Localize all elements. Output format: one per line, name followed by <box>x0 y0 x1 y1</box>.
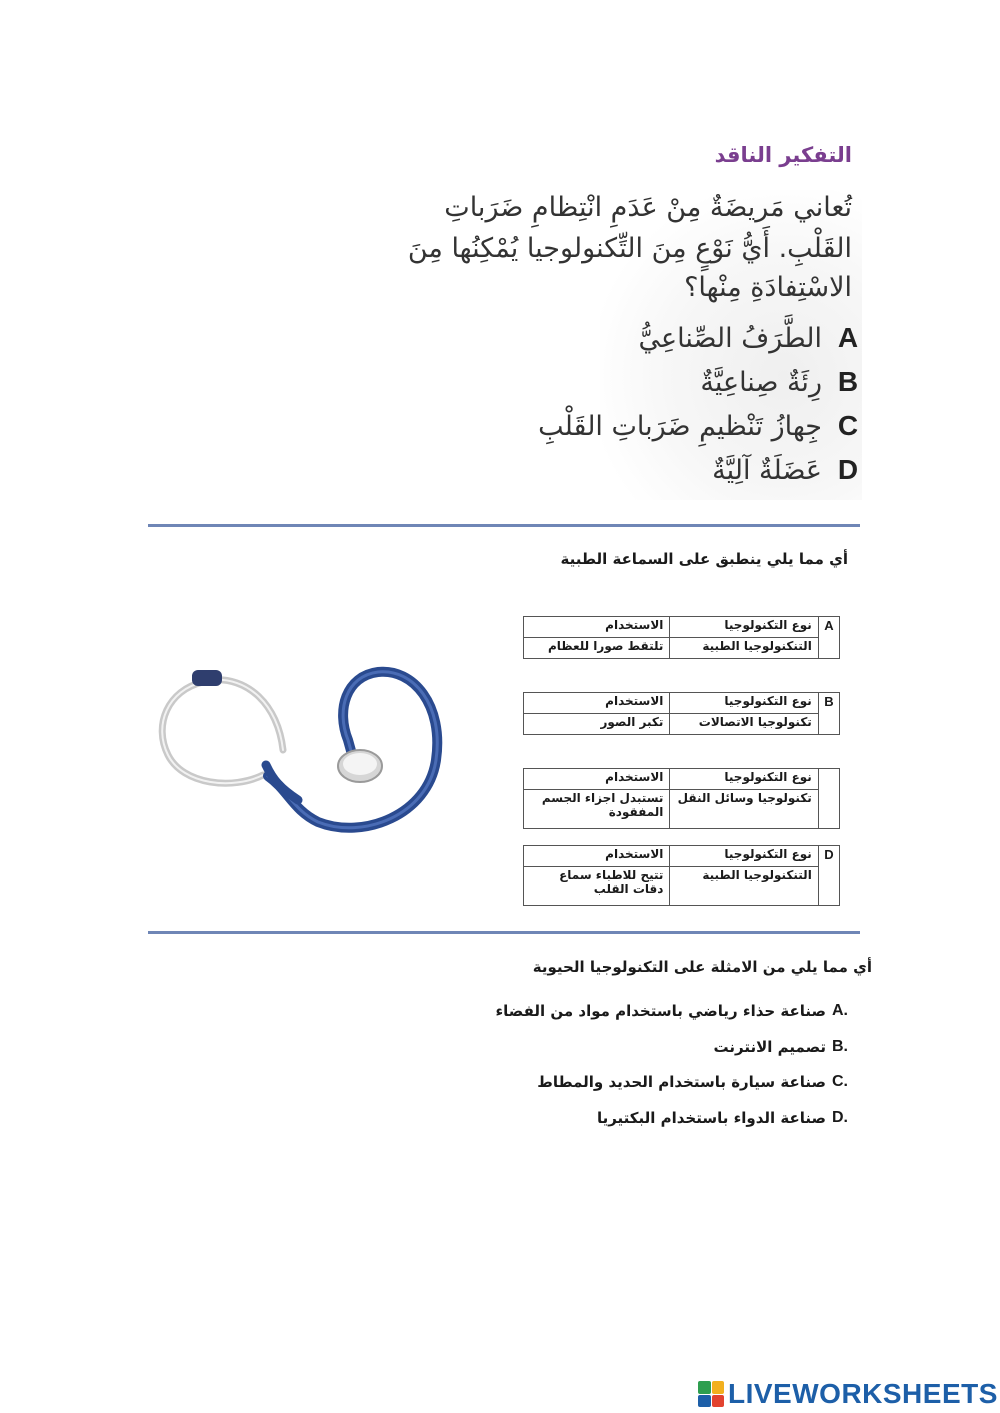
option-text: صناعة سيارة باستخدام الحديد والمطاط <box>537 1073 826 1091</box>
table-header-type: نوع التكنولوجيا <box>670 846 818 867</box>
table-value-use: تتيح للاطباء سماع دقات القلب <box>524 867 670 906</box>
option-text: صناعة الدواء باستخدام البكتيريا <box>596 1109 826 1127</box>
option-table-d[interactable] <box>523 845 840 906</box>
table-header-use: الاستخدام <box>524 769 670 790</box>
option-letter: B. <box>832 1038 848 1055</box>
divider-1 <box>148 524 860 527</box>
footer-brand <box>698 1378 998 1410</box>
brand-name: LIVEWORKSHEETS <box>728 1378 998 1409</box>
table-value-use: تكبر الصور <box>524 714 670 735</box>
liveworksheets-logo-icon <box>698 1381 724 1407</box>
section1-title: التفكير الناقد <box>714 143 852 167</box>
option-letter: A. <box>832 1002 848 1019</box>
question1-option-b[interactable] <box>700 366 860 398</box>
option-text: تصميم الانترنت <box>713 1038 826 1056</box>
question3-option-a[interactable] <box>496 1002 849 1020</box>
option-text: رِئَةٌ صِناعِيَّةٌ <box>700 366 822 398</box>
option-letter: C <box>837 410 859 441</box>
table-header-use: الاستخدام <box>524 693 670 714</box>
question1-line-2: القَلْبِ. أَيُّ نَوْعٍ مِنَ التِّكنولوجيا يُمْكِنُها مِنَ <box>407 233 852 264</box>
option-letter: D. <box>832 1109 848 1126</box>
table-value-type: تكنولوجيا الاتصالات <box>670 714 818 735</box>
question1-line-1: تُعاني مَريضَةٌ مِنْ عَدَمِ انْتِظامِ ضَرَباتِ <box>444 192 852 223</box>
question3-text: أي مما يلي من الامثلة على التكنولوجيا الحيوية <box>532 958 872 976</box>
table-letter: A <box>818 617 839 659</box>
table-value-type: التنكنولوجيا الطبية <box>670 867 818 906</box>
question3-option-d[interactable] <box>597 1109 848 1127</box>
option-table-b[interactable] <box>523 692 840 735</box>
table-header-type: نوع التكنولوجيا <box>670 769 818 790</box>
table-header-use: الاستخدام <box>524 846 670 867</box>
table-value-use: تستبدل اجزاء الجسم المفقودة <box>524 790 670 829</box>
option-letter: D <box>837 454 859 485</box>
table-value-use: تلتقط صورا للعظام <box>524 638 670 659</box>
question2-text: أي مما يلي ينطبق على السماعة الطبية <box>560 550 848 568</box>
table-value-type: التنكنولوجيا الطبية <box>670 638 818 659</box>
option-text: عَضَلَةٌ آلِيَّةٌ <box>712 454 822 486</box>
question3-option-c[interactable] <box>537 1073 848 1091</box>
divider-2 <box>148 931 860 934</box>
option-letter: C. <box>832 1073 848 1090</box>
question1-line-3: الاسْتِفادَةِ مِنْها؟ <box>684 272 852 303</box>
option-letter: A <box>837 322 859 353</box>
table-header-type: نوع التكنولوجيا <box>670 617 818 638</box>
table-letter <box>818 769 839 829</box>
table-value-type: تكنولوجيا وسائل النقل <box>670 790 818 829</box>
option-table-a[interactable] <box>523 616 840 659</box>
question1-option-a[interactable] <box>639 322 860 354</box>
stethoscope-image <box>148 640 448 840</box>
option-text: الطَّرَفُ الصِّناعِيُّ <box>638 322 822 354</box>
table-letter: B <box>818 693 839 735</box>
option-text: جِهازُ تَنْظيمِ ضَرَباتِ القَلْبِ <box>538 410 822 442</box>
question1-option-c[interactable] <box>538 410 860 442</box>
option-letter: B <box>837 366 859 397</box>
option-table-c[interactable] <box>523 768 840 829</box>
table-header-use: الاستخدام <box>524 617 670 638</box>
option-text: صناعة حذاء رياضي باستخدام مواد من الفضاء <box>495 1002 826 1020</box>
table-letter: D <box>818 846 839 906</box>
question3-option-b[interactable] <box>714 1038 849 1056</box>
question1-option-d[interactable] <box>712 454 860 486</box>
table-header-type: نوع التكنولوجيا <box>670 693 818 714</box>
